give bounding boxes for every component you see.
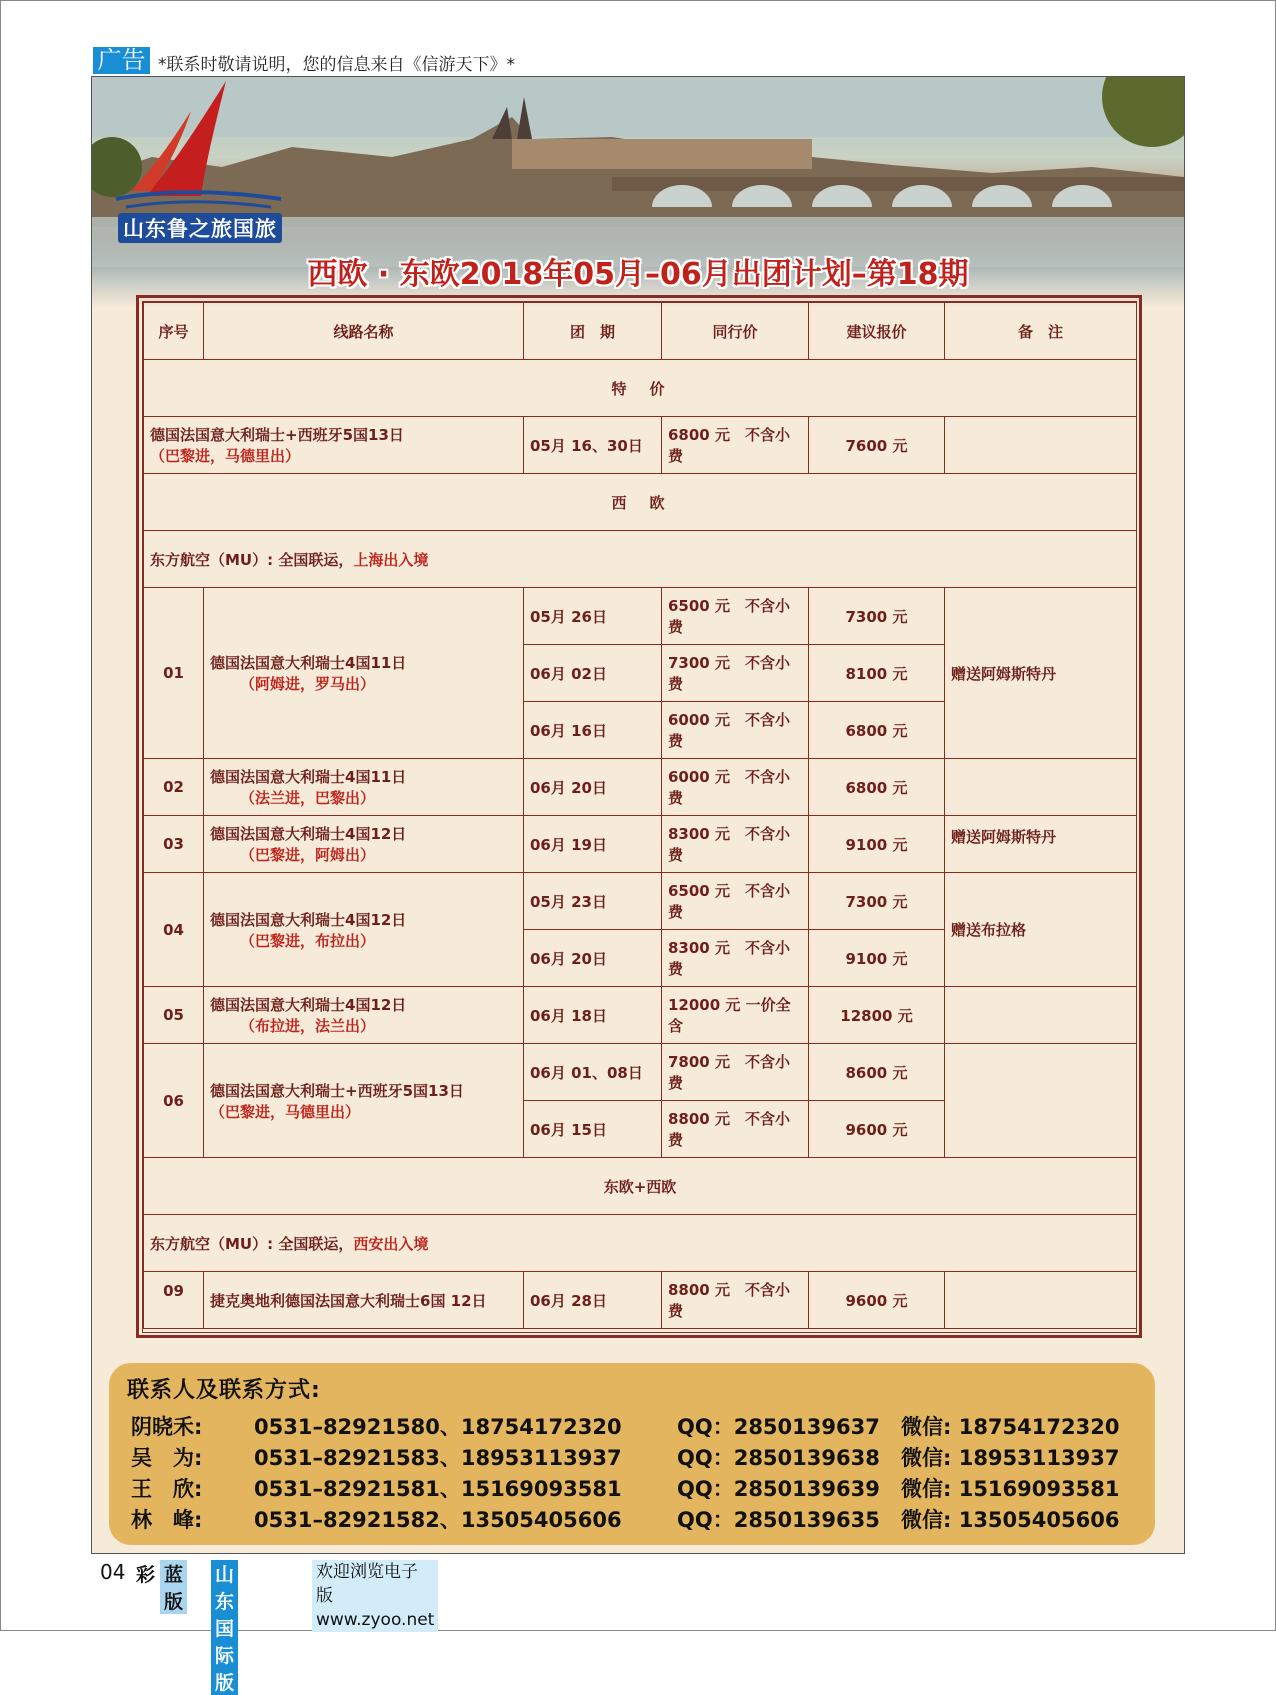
contact-row	[109, 1504, 1155, 1535]
date-cell: 06月 15日	[524, 1101, 662, 1158]
price-cell: 12000 元 一价全含	[662, 987, 809, 1044]
suggest-cell: 9100 元	[809, 816, 945, 873]
header-cell: 序号	[144, 303, 204, 360]
sailboat-logo-icon	[106, 81, 286, 231]
note-cell: 赠送阿姆斯特丹	[945, 588, 1137, 759]
route-sub: （巴黎进，马德里出）	[150, 447, 301, 465]
route-cell	[204, 987, 524, 1044]
edition-label: 蓝版	[160, 1560, 187, 1614]
date-cell: 06月 28日	[524, 1272, 662, 1329]
contact-wechat: 微信: 18953113937	[901, 1446, 1120, 1470]
website-link[interactable]: 欢迎浏览电子版www.zyoo.net	[312, 1560, 438, 1632]
section-row	[144, 360, 1137, 417]
route-name: 德国法国意大利瑞士+西班牙5国13日	[150, 426, 404, 444]
region-label: 山东国际版	[211, 1560, 238, 1695]
section-row	[144, 474, 1137, 531]
route-sub: （阿姆进，罗马出）	[240, 675, 376, 693]
price-cell: 8300 元 不含小费	[662, 816, 809, 873]
contact-row	[109, 1442, 1155, 1473]
route-name: 德国法国意大利瑞士4国11日	[210, 768, 407, 786]
contact-name: 阴晓禾:	[131, 1415, 203, 1439]
price-cell: 6000 元 不含小费	[662, 759, 809, 816]
airline-highlight: 上海出入境	[353, 550, 429, 569]
no-cell: 04	[144, 873, 204, 987]
note-cell	[945, 1044, 1137, 1158]
table-row	[144, 873, 1137, 930]
suggest-cell: 9600 元	[809, 1272, 945, 1329]
date-cell: 05月 16、30日	[524, 417, 662, 474]
date-cell: 06月 19日	[524, 816, 662, 873]
price-cell: 7800 元 不含小费	[662, 1044, 809, 1101]
date-cell: 06月 01、08日	[524, 1044, 662, 1101]
header-cell: 团 期	[524, 303, 662, 360]
suggest-cell: 6800 元	[809, 759, 945, 816]
page-title: 西欧 · 东欧2018年05月–06月出团计划–第18期	[307, 257, 969, 292]
ad-notice: *联系时敬请说明，您的信息来自《信游天下》*	[158, 55, 515, 75]
banner	[92, 77, 1184, 307]
table-row	[144, 987, 1137, 1044]
contact-qq: QQ：2850139635	[677, 1508, 880, 1532]
route-sub: （巴黎进，阿姆出）	[240, 846, 376, 864]
price-cell: 6500 元 不含小费	[662, 588, 809, 645]
price-cell: 8800 元 不含小费	[662, 1101, 809, 1158]
advertisement-panel	[91, 76, 1185, 1554]
ad-tag: 广告	[93, 47, 150, 74]
contact-title: 联系人及联系方式:	[127, 1378, 321, 1403]
suggest-cell: 9600 元	[809, 1101, 945, 1158]
contact-wechat: 微信: 15169093581	[901, 1477, 1120, 1501]
route-cell	[204, 1044, 524, 1158]
route-name: 德国法国意大利瑞士4国12日	[210, 996, 407, 1014]
schedule-table	[143, 302, 1137, 1329]
contact-name: 王 欣:	[131, 1477, 203, 1501]
contact-row	[109, 1473, 1155, 1504]
route-name: 德国法国意大利瑞士+西班牙5国13日	[210, 1081, 464, 1100]
note-cell	[945, 759, 1137, 816]
no-cell: 02	[144, 759, 204, 816]
no-cell: 06	[144, 1044, 204, 1158]
date-cell: 05月 26日	[524, 588, 662, 645]
contact-wechat: 微信: 18754172320	[901, 1415, 1120, 1439]
suggest-cell: 7300 元	[809, 588, 945, 645]
suggest-cell: 8600 元	[809, 1044, 945, 1101]
no-cell: 03	[144, 816, 204, 873]
route-sub: （巴黎进，布拉出）	[240, 931, 376, 950]
price-cell: 8800 元 不含小费	[662, 1272, 809, 1329]
date-cell: 06月 20日	[524, 759, 662, 816]
date-cell: 05月 23日	[524, 873, 662, 930]
schedule-table-container	[142, 301, 1137, 1333]
route-name: 德国法国意大利瑞士4国11日	[210, 654, 407, 672]
section-row	[144, 1158, 1137, 1215]
suggest-cell: 9100 元	[809, 930, 945, 987]
section-east-title: 东欧+西欧	[144, 1158, 1137, 1215]
contact-phone: 0531–82921583、18953113937	[254, 1446, 622, 1470]
airline-cell	[144, 1215, 1137, 1272]
note-cell: 赠送布拉格	[945, 873, 1137, 987]
route-name: 德国法国意大利瑞士4国12日	[210, 825, 407, 843]
suggest-cell: 12800 元	[809, 987, 945, 1044]
table-row	[144, 816, 1137, 873]
route-sub: （法兰进，巴黎出）	[240, 789, 376, 807]
date-cell: 06月 18日	[524, 987, 662, 1044]
note-cell	[945, 417, 1137, 474]
route-sub: （巴黎进，马德里出）	[210, 1102, 361, 1121]
route-cell	[204, 816, 524, 873]
note-cell	[945, 987, 1137, 1044]
contact-phone: 0531–82921580、18754172320	[254, 1415, 622, 1439]
route-cell	[204, 588, 524, 759]
table-header-row	[144, 303, 1137, 360]
date-cell: 06月 20日	[524, 930, 662, 987]
contact-name: 林 峰:	[131, 1508, 203, 1532]
price-cell: 8300 元 不含小费	[662, 930, 809, 987]
no-cell: 09	[144, 1272, 204, 1329]
note-cell	[945, 1272, 1137, 1329]
no-cell: 05	[144, 987, 204, 1044]
header-cell: 建议报价	[809, 303, 945, 360]
airline-label: 东方航空（MU）: 全国联运，	[150, 550, 354, 569]
price-cell: 6500 元 不含小费	[662, 873, 809, 930]
page-number: 04	[100, 1560, 126, 1584]
section-special-title: 特 价	[144, 360, 1137, 417]
contact-phone: 0531–82921582、13505405606	[254, 1508, 622, 1532]
table-row	[144, 1044, 1137, 1101]
suggest-cell: 7600 元	[809, 417, 945, 474]
table-row	[144, 1272, 1137, 1329]
airline-label: 东方航空（MU）: 全国联运，	[150, 1234, 354, 1253]
route-name: 德国法国意大利瑞士4国12日	[210, 910, 407, 929]
table-row	[144, 417, 1137, 474]
table-row	[144, 759, 1137, 816]
suggest-cell: 7300 元	[809, 873, 945, 930]
route-cell	[204, 873, 524, 987]
route-cell	[144, 417, 524, 474]
table-row	[144, 588, 1137, 645]
contact-wechat: 微信: 13505405606	[901, 1508, 1120, 1532]
contact-phone: 0531–82921581、15169093581	[254, 1477, 622, 1501]
schedule-table-frame	[136, 295, 1142, 1338]
header-cell: 同行价	[662, 303, 809, 360]
note-cell: 赠送阿姆斯特丹	[945, 816, 1137, 873]
contact-box	[109, 1363, 1155, 1545]
contact-row	[109, 1411, 1155, 1442]
section-west-title: 西 欧	[144, 474, 1137, 531]
suggest-cell: 8100 元	[809, 645, 945, 702]
price-cell: 6000 元 不含小费	[662, 702, 809, 759]
no-cell: 01	[144, 588, 204, 759]
route-cell: 捷克奥地利德国法国意大利瑞士6国 12日	[204, 1272, 524, 1329]
airline-highlight: 西安出入境	[353, 1234, 429, 1253]
airline-row	[144, 531, 1137, 588]
logo-text: 山东鲁之旅国旅	[118, 213, 282, 243]
date-cell: 06月 02日	[524, 645, 662, 702]
contact-qq: QQ：2850139638	[677, 1446, 880, 1470]
contact-qq: QQ：2850139637	[677, 1415, 880, 1439]
header-cell: 备 注	[945, 303, 1137, 360]
price-cell: 7300 元 不含小费	[662, 645, 809, 702]
price-cell: 6800 元 不含小费	[662, 417, 809, 474]
airline-row	[144, 1215, 1137, 1272]
header-cell: 线路名称	[204, 303, 524, 360]
airline-cell	[144, 531, 1137, 588]
route-cell	[204, 759, 524, 816]
color-label: 彩	[136, 1564, 156, 1586]
suggest-cell: 6800 元	[809, 702, 945, 759]
route-sub: （布拉进，法兰出）	[240, 1017, 376, 1035]
contact-qq: QQ：2850139639	[677, 1477, 880, 1501]
date-cell: 06月 16日	[524, 702, 662, 759]
contact-name: 吴 为:	[131, 1446, 203, 1470]
